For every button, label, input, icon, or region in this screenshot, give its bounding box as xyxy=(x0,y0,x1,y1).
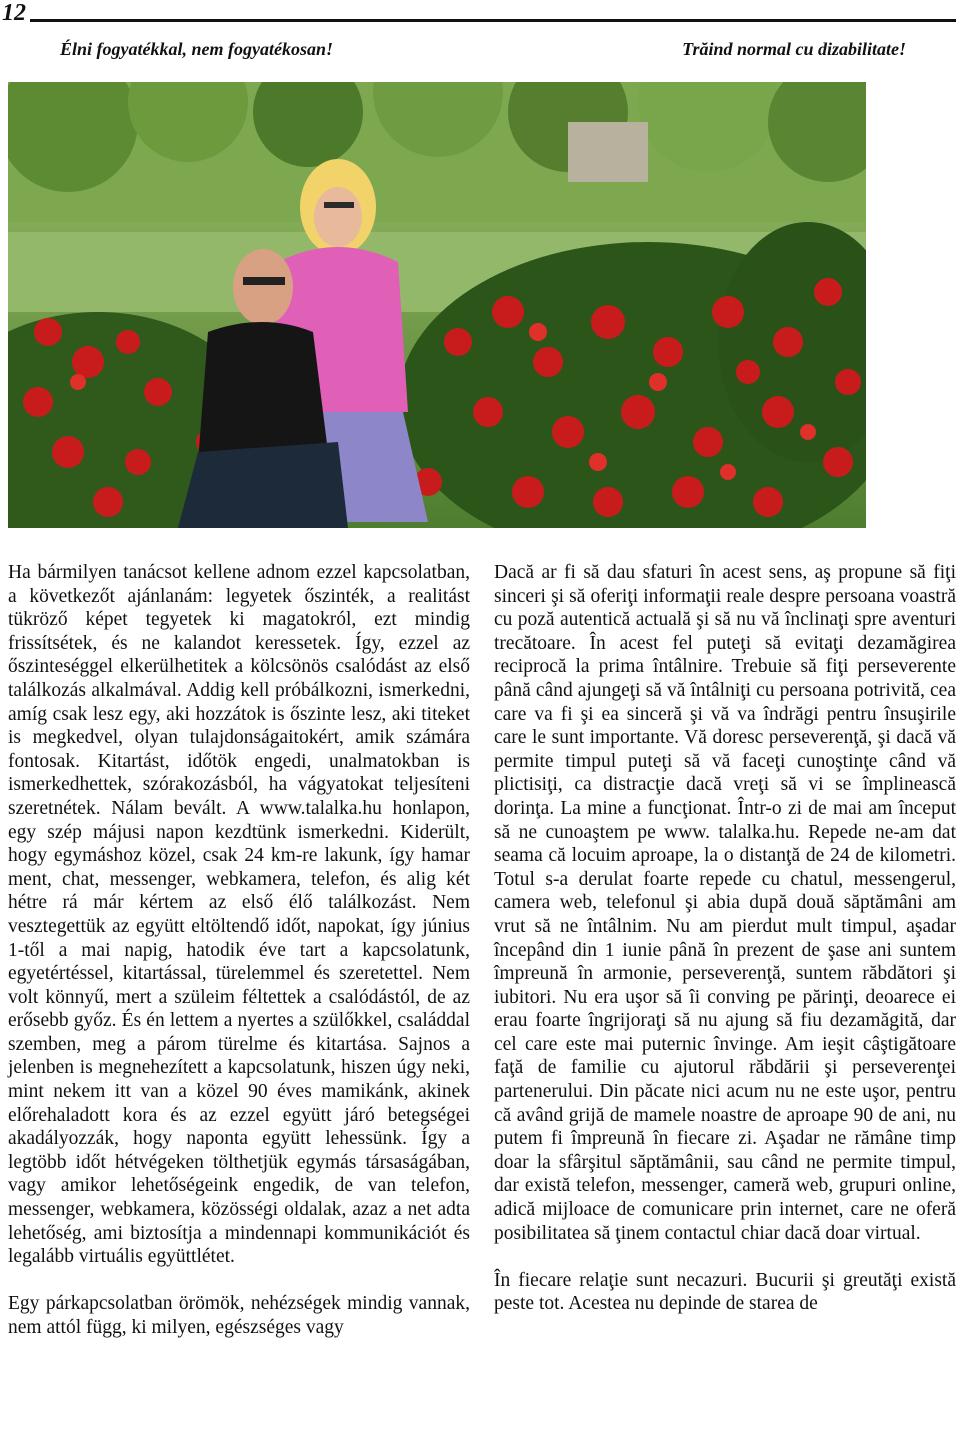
article-column-romanian xyxy=(494,561,956,1316)
hungarian-paragraph-1: Ha bármilyen tanácsot kellene adnom ezzel kapcsolatban, a következőt ajánlanám: legyetek őszinték, a realitást tükröző képet tegyetek ki magatokról, ezt mindig frissítsétek, és ne kalandot keressetek. Így, ezzel az őszinteséggel elkerülhetitek a kölcsönös csalódást az első találkozás alkalmával. Addig kell próbálkozni, ismerkedni, amíg csak lesz egy, aki hozzátok is őszinte lesz, aki titeket is megkedvel, olyan tulajdonságaitokért, amik számára fontosak. Kitartást, időtök engedi, unalmatokban is ismerkedhettek, szórakozásból, ha vágyatokat teljesíteni szeretnétek. Nálam bevált. A www.talalka.hu honlapon, egy szép májusi napon kezdtünk ismerkedni. Kiderült, hogy egymáshoz közel, csak 24 km-re lakunk, így hamar ment, chat, messenger, webkamera, telefon, és alig két hétre rá már kértem az első élő találkozást. Nem vesztegettük az együtt eltöltendő időt, napokat, így június 1-től a mai napig, hatodik éve tart a kapcsolatunk, egyetértéssel, kitartással, türelemmel és szeretettel. Nem volt könnyű, mert a szüleim féltettek a csalódástól, de az erősebb győz. És én lettem a nyertes a szülőkkel, családdal szemben, meg a párom türelme és kitartása. Sajnos a jelenben is megnehezített a kapcsolatunk, hiszen úgy neki, mint nekem itt van a közel 90 éves mamikánk, akinek előrehaladott kora és az ezzel együtt járó betegségei akadályozzák, hogy naponta együtt lehessünk. Így a legtöbb időt hétvégeken tölthetjük egymás társaságában, vagy amikor lehetőségeink engedik, de van telefon, messenger, webkamera, közösségi oldalak, azaz a net adta lehetőség, ami biztosítja a mindennapi kommunikációt és legalább virtuális együttlétet. xyxy=(8,562,470,1268)
article-column-hungarian xyxy=(8,561,470,1340)
header-hungarian-title: Élni fogyatékkal, nem fogyatékosan! xyxy=(60,39,333,59)
article-photo xyxy=(8,82,866,528)
photo-couple-among-roses xyxy=(8,82,866,528)
header-romanian-title: Trăind normal cu dizabilitate! xyxy=(682,39,906,59)
hungarian-paragraph-2: Egy párkapcsolatban örömök, nehézségek mindig vannak, nem attól függ, ki milyen, egészséges vagy xyxy=(8,1293,470,1338)
romanian-paragraph-1: Dacă ar fi să dau sfaturi în acest sens, aş propune să fiţi sinceri şi să oferiţi informaţii reale despre persoana voastră cu poză autentică actuală şi să nu vă înclinaţi spre aventuri trecătoare. În acest fel puteţi să evitaţi dezamăgirea reciprocă la prima întâlnire. Trebuie să fiţi perseverente până când ajungeţi să vă întâlniţi cu persoana potrivită, cea care va fi şi ea sinceră şi vă va îndrăgi pentru însuşirile care le sunt importante. Vă doresc perseverenţă, şi dacă vă permite timpul puteţi să vă faceţi cunoştinţe când vă plictisiţi, ca distracţie dacă vreţi să vi se împlinească dorinţa. La mine a funcţionat. Într-o zi de mai am început să ne cunoaştem pe www. talalka.hu. Repede ne-am dat seama că locuim aproape, la o distanţă de 24 de kilometri. Totul s-a derulat foarte repede cu chatul, messengerul, camera web, telefonul şi abia după două săptămâni am vrut să ne întâlnim. Nu am pierdut mult timpul, aşadar începând din 1 iunie până în prezent de şase ani suntem împreună în armonie, perseverenţă, suntem răbdători şi iubitori. Nu era uşor să îi conving pe părinţi, deoarece ei erau foarte îngrijoraţi să nu ajung să fiu dezamăgită, dar cel care este mai puternic învinge. Am ieşit câştigătoare faţă de familie cu ajutorul răbdării şi perseverenţei partenerului. Din păcate nici acum nu ne este uşor, pentru că având grijă de mamele noastre de aproape 90 de ani, nu putem fi împreună în fiecare zi. Aşadar ne rămâne timp doar la sfârşitul săptămânii, sau când ne permite timpul, dar există telefon, messenger, cameră web, grupuri online, adică mijloace de comunicare prin internet, care ne oferă posibilitatea să ţinem contactul chiar dacă doar virtual. xyxy=(494,562,956,1244)
header-rule xyxy=(30,19,956,22)
page-number: 12 xyxy=(2,0,26,26)
romanian-paragraph-2: În fiecare relaţie sunt necazuri. Bucurii şi greutăţi există peste tot. Acestea nu depinde de starea de xyxy=(494,1269,956,1315)
